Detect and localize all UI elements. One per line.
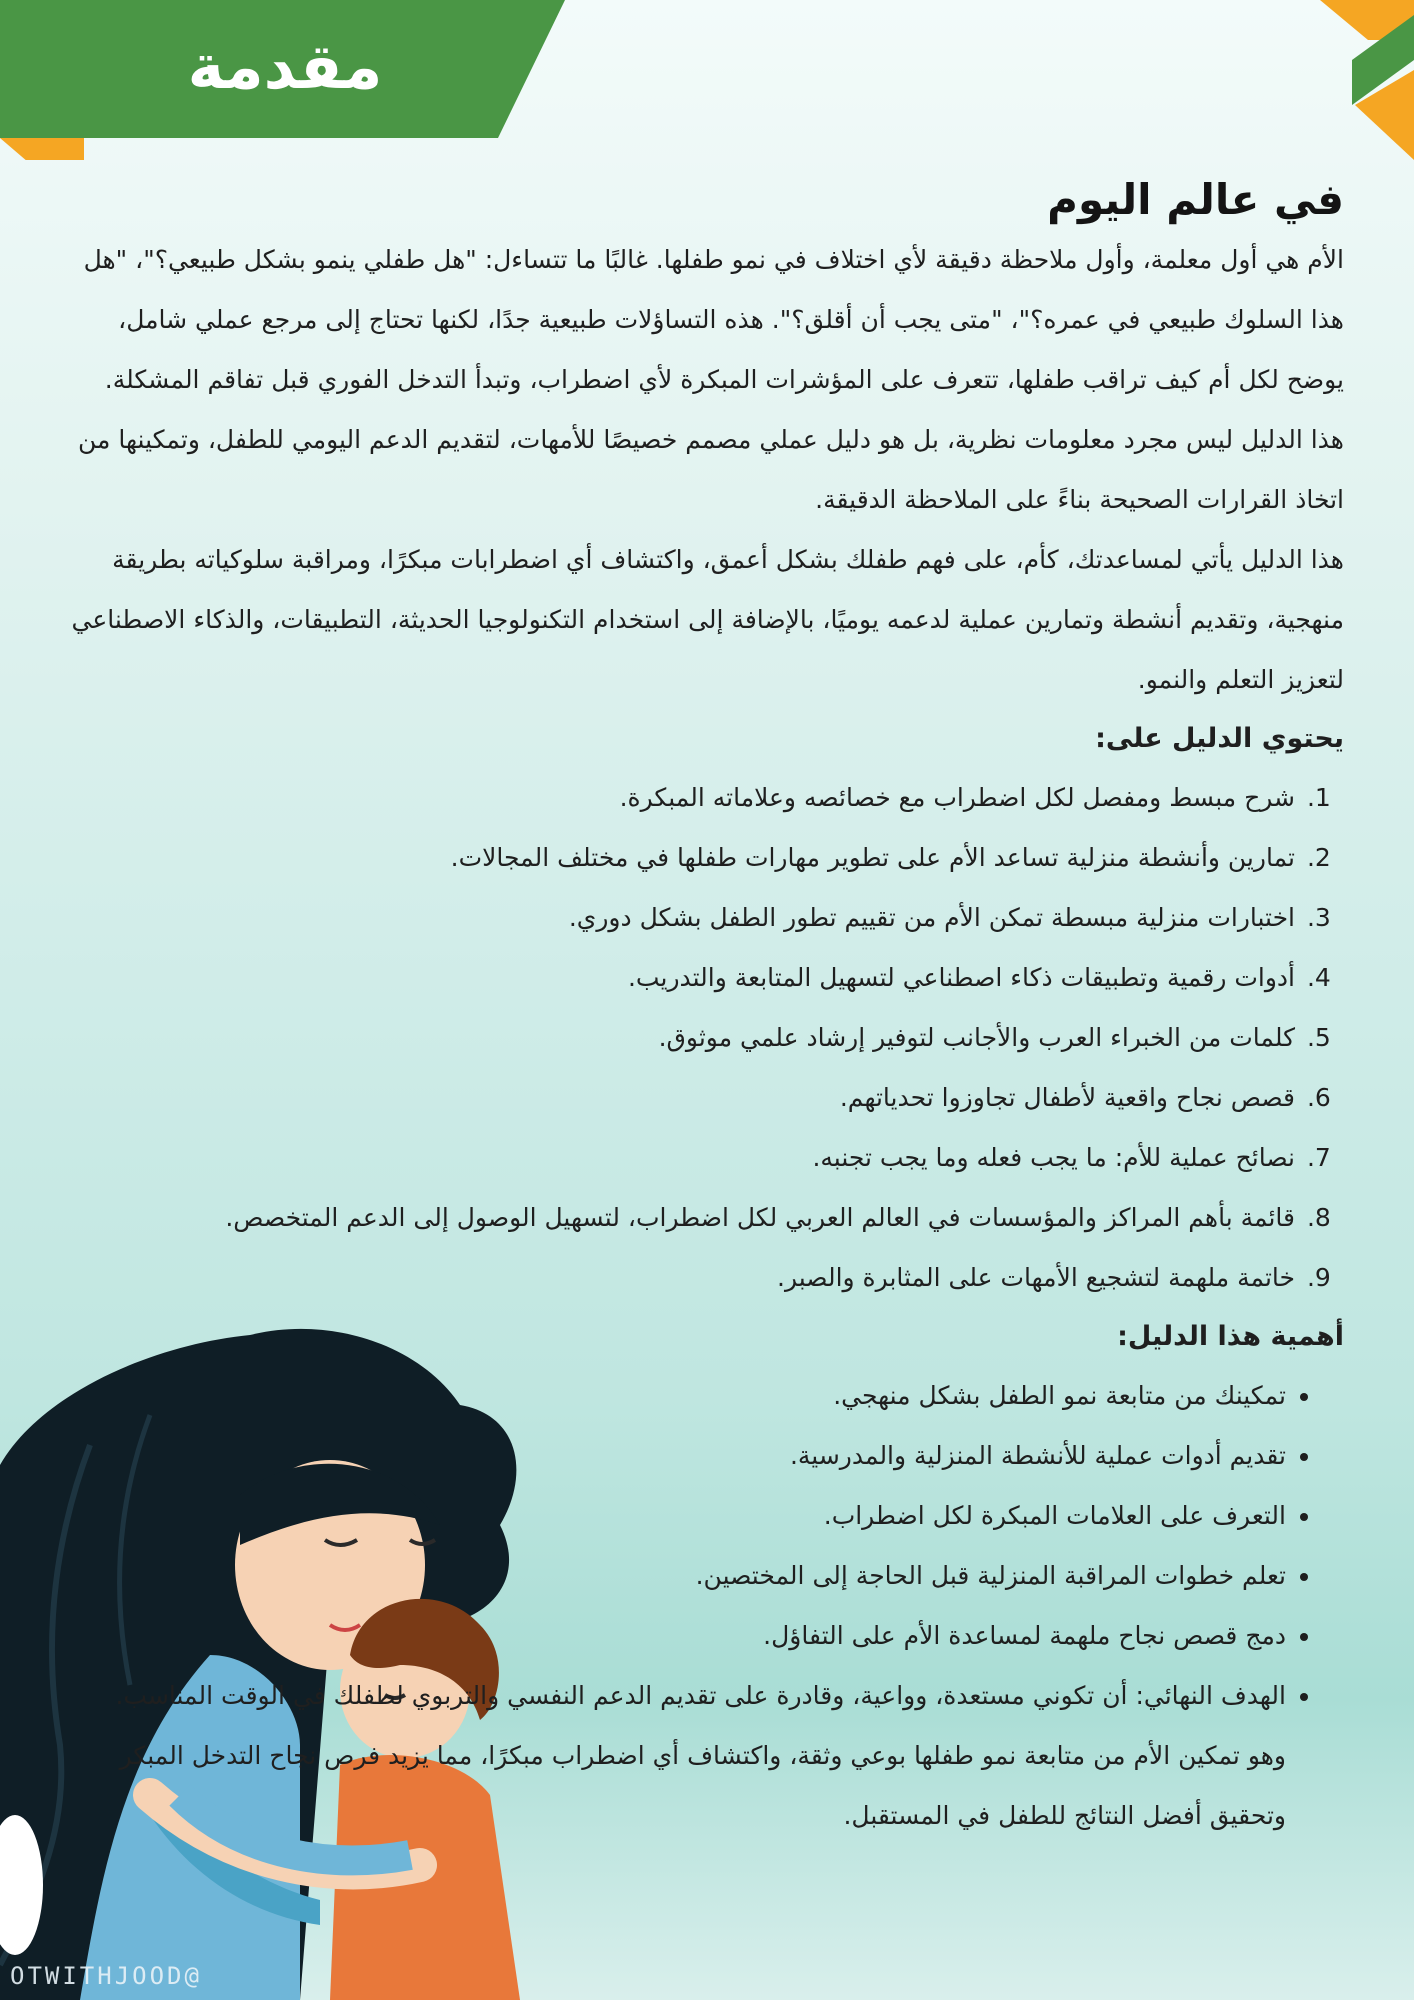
importance-heading: أهمية هذا الدليل:	[1117, 1321, 1344, 1352]
list-item: 1. شرح مبسط ومفصل لكل اضطراب مع خصائصه وعلاماته المبكرة.	[70, 768, 1299, 828]
list-item: 4. أدوات رقمية وتطبيقات ذكاء اصطناعي لتسهيل المتابعة والتدريب.	[70, 948, 1299, 1008]
intro-paragraph: هذا الدليل ليس مجرد معلومات نظرية، بل هو دليل عملي مصمم خصيصًا للأمهات، لتقديم الدعم اليومي للطفل، وتمكينها من اتخاذ القرارات الصحيحة بناءً على الملاحظة الدقيقة.	[78, 425, 1344, 514]
importance-list	[70, 1366, 1344, 1846]
intro-paragraph: هذا الدليل يأتي لمساعدتك، كأم، على فهم طفلك بشكل أعمق، واكتشاف أي اضطرابات مبكرًا، ومراقبة سلوكياته بطريقة منهجية، وتقديم أنشطة وتمارين عملية لدعمه يوميًا، بالإضافة إلى استخدام التكنولوجيا الحديثة، التطبيقات، والذكاء الاصطناعي لتعزيز التعلم والنمو.	[71, 545, 1344, 694]
contents-heading: يحتوي الدليل على:	[1095, 723, 1344, 754]
list-item: 2. تمارين وأنشطة منزلية تساعد الأم على تطوير مهارات طفلها في مختلف المجالات.	[70, 828, 1299, 888]
list-item: 6. قصص نجاح واقعية لأطفال تجاوزوا تحدياتهم.	[70, 1068, 1299, 1128]
main-content	[70, 170, 1344, 1846]
list-item: 3. اختبارات منزلية مبسطة تمكن الأم من تقييم تطور الطفل بشكل دوري.	[70, 888, 1299, 948]
list-item: • التعرف على العلامات المبكرة لكل اضطراب.	[70, 1486, 1286, 1546]
contents-list	[70, 768, 1344, 1308]
list-item: • تمكينك من متابعة نمو الطفل بشكل منهجي.	[70, 1366, 1286, 1426]
list-item: 8. قائمة بأهم المراكز والمؤسسات في العالم العربي لكل اضطراب، لتسهيل الوصول إلى الدعم المتخصص.	[70, 1188, 1299, 1248]
section-title: مقدمة	[187, 30, 383, 103]
intro-paragraph: الأم هي أول معلمة، وأول ملاحظة دقيقة لأي اختلاف في نمو طفلها. غالبًا ما تتساءل: "هل طفلي ينمو بشكل طبيعي؟"، "هل هذا السلوك طبيعي في عمره؟"، "متى يجب أن أقلق؟". هذه التساؤلات طبيعية جدًا، لكنها تحتاج إلى مرجع عملي شامل، يوضح لكل أم كيف تراقب طفلها، تتعرف على المؤشرات المبكرة لأي اضطراب، وتبدأ التدخل الفوري قبل تفاقم المشكلة.	[83, 245, 1344, 394]
list-item: • تقديم أدوات عملية للأنشطة المنزلية والمدرسية.	[70, 1426, 1286, 1486]
page-heading: في عالم اليوم	[1047, 175, 1344, 224]
list-item: • دمج قصص نجاح ملهمة لمساعدة الأم على التفاؤل.	[70, 1606, 1286, 1666]
list-item: • الهدف النهائي: أن تكوني مستعدة، وواعية، وقادرة على تقديم الدعم النفسي والتربوي لطفلك في الوقت المناسب. وهو تمكين الأم من متابعة نمو طفلها بوعي وثقة، واكتشاف أي اضطراب مبكرًا، مما يزيد فرص نجاح التدخل المبكر وتحقيق أفضل النتائج للطفل في المستقبل.	[70, 1666, 1286, 1846]
list-item: 5. كلمات من الخبراء العرب والأجانب لتوفير إرشاد علمي موثوق.	[70, 1008, 1299, 1068]
list-item: • تعلم خطوات المراقبة المنزلية قبل الحاجة إلى المختصين.	[70, 1546, 1286, 1606]
list-item: 9. خاتمة ملهمة لتشجيع الأمهات على المثابرة والصبر.	[70, 1248, 1299, 1308]
watermark-handle: @OTWITHJOOD	[10, 1962, 202, 1990]
list-item: 7. نصائح عملية للأم: ما يجب فعله وما يجب تجنبه.	[70, 1128, 1299, 1188]
